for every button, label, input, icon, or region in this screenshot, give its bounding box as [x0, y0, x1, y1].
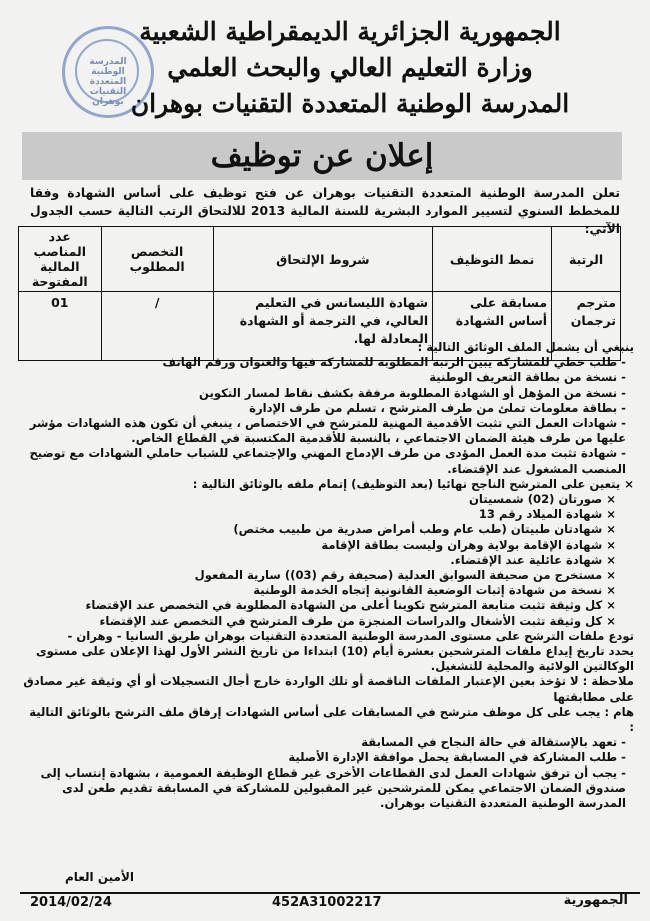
- important-label: هام :: [604, 704, 634, 719]
- deposit-paragraph: تودع ملفات الترشح على مستوى المدرسة الوطنية المتعددة التقنيات بوهران طريق السانيا - وهران -: [67, 628, 634, 643]
- list-item: - شهادات العمل التي تثبت الأقدمية المهنية للمترشح في الاختصاص ، ينبغي أن تكون هذه الشهادات مؤشر عليها من طرف هيئة الضمان الاجتماعي ، بالنسبة للأقدمية المكتسبة في القطاع الخاص.: [29, 416, 626, 446]
- list-item: × شهادة الإقامة بولاية وهران وليست بطاقة الإقامة: [321, 537, 616, 552]
- header-specialty: التخصص المطلوب: [101, 227, 213, 292]
- header-conditions: شروط الإلتحاق: [213, 227, 432, 292]
- list-item: × صورتان (02) شمسيتان: [468, 492, 616, 507]
- header-school: المدرسة الوطنية المتعددة التقنيات بوهران: [130, 89, 570, 118]
- announcement-body: [22, 340, 634, 811]
- note-label: ملاحظة :: [582, 674, 634, 689]
- list-item: - تعهد بالإستقالة في حالة النجاح في المسابقة: [361, 735, 626, 750]
- final-docs-heading: × يتعين على المترشح الناجح نهائيا (بعد التوظيف) إتمام ملفه بالوثائق التالية :: [192, 476, 634, 491]
- note-text: لا تؤخذ بعين الإعتبار الملفات الناقصة أو تلك الواردة خارج أجال التسجيلات أو أي وثيقة غير مصادق على مطابقتها: [23, 674, 634, 704]
- important-text: يجب على كل موظف مترشح في المسابقات على أساس الشهادات إرفاق ملف الترشح بالوثائق التالية :: [29, 704, 634, 735]
- list-item: - يجب أن ترفق شهادات العمل لدى القطاعات الأخرى غير قطاع الوظيفة العمومية ، بشهادة إنتساب إلى صندوق الضمان الاجتماعي يمكن للمترشحين غير المقبولين للمشاركة في المسابقة تقديم طعن لدى المدرسة الوطنية المتعددة التقنيات بوهران.: [40, 765, 626, 811]
- list-item: × كل وثيقة تثبت الأشغال والدراسات المنجزة من طرف المترشح في التخصص عند الإقتضاء: [99, 613, 616, 628]
- footer-number: 452A31002217: [272, 895, 382, 910]
- list-item: × شهادة عائلية عند الإقتضاء.: [450, 552, 616, 567]
- list-item: × شهادتان طبيتان (طب عام وطب أمراض صدرية من طبيب مختص): [233, 522, 616, 537]
- cell-rank: مترجم ترجمان: [552, 292, 621, 361]
- signature-title: الأمين العام: [64, 870, 134, 884]
- list-item: × نسخة من شهادة إثبات الوضعية القانونية إتجاه الخدمة الوطنية: [253, 583, 616, 598]
- header-mode: نمط التوظيف: [433, 227, 552, 292]
- table-header-row: [19, 227, 621, 292]
- list-item: × كل وثيقة تثبت متابعة المترشح تكوينا أعلى من الشهادة المطلوبة في التخصص عند الإقتضاء: [85, 598, 616, 613]
- intro-paragraph: تعلن المدرسة الوطنية المتعددة التقنيات بوهران عن فتح توظيف على أساس الشهادة وفقا للمخطط السنوي لتسيير الموارد البشرية للسنة المالية 2013 للالتحاق الرتب التالية حسب الجدول الآتي:: [30, 186, 621, 236]
- footer-date: 2014/02/24: [30, 895, 112, 910]
- document-header: [90, 14, 610, 122]
- docs-heading: ينبغي أن يشمل الملف الوثائق التالية :: [417, 340, 634, 354]
- footer-publication: الجمهورية: [563, 893, 628, 908]
- seal-text: المدرسة الوطنية المتعددة التقنيات بوهران: [89, 57, 127, 107]
- list-item: - طلب المشاركة في المسابقة يحمل موافقة الإدارة الأصلية: [288, 750, 626, 765]
- list-item: - نسخة من المؤهل أو الشهادة المطلوبة مرفقة بكشف نقاط لمسار التكوين: [199, 385, 626, 400]
- important-paragraph: [22, 705, 634, 735]
- list-item: - نسخة من بطاقة التعريف الوطنية: [429, 370, 626, 385]
- list-item: - بطاقة معلومات تملئ من طرف المترشح ، تسلم من طرف الإدارة: [249, 400, 626, 415]
- header-rank: الرتبة: [552, 227, 621, 292]
- list-item: × شهادة الميلاد رقم 13: [478, 507, 616, 522]
- deadline-paragraph: يحدد تاريخ إيداع ملفات المترشحين بعشرة أيام (10) ابتداءا من تاريخ النشر الأول لهذا الإعلان على مستوى الوكالتين الولائية والمحلية للتشغيل.: [35, 644, 634, 674]
- header-republic: الجمهورية الجزائرية الديمقراطية الشعبية: [139, 17, 561, 46]
- page-title: إعلان عن توظيف: [210, 138, 434, 174]
- cell-specialty: /: [101, 292, 213, 361]
- cell-conditions: شهادة الليسانس في التعليم العالي، في الترجمة أو الشهادة المعادلة لها.: [213, 292, 432, 361]
- header-posts: عدد المناصب المالية المفتوحة: [19, 227, 102, 292]
- note-paragraph: [22, 674, 634, 704]
- list-item: - شهادة تثبت مدة العمل المؤدى من طرف الإدماج المهني والإجتماعي للشباب حاملي الشهادات مع توضيح المنصب المشغول عند الإقتضاء.: [29, 446, 626, 476]
- cell-mode: مسابقة على أساس الشهادة: [433, 292, 552, 361]
- header-ministry: وزارة التعليم العالي والبحث العلمي: [167, 53, 533, 82]
- list-item: × مستخرج من صحيفة السوابق العدلية (صحيفة رقم (03)) سارية المفعول: [194, 568, 616, 583]
- list-item: - طلب خطي للمشاركة يبين الرتبة المطلوبة للمشاركة فيها والعنوان ورقم الهاتف: [162, 355, 626, 370]
- footer-divider: [20, 892, 640, 894]
- cell-posts: 01: [19, 292, 102, 361]
- title-banner: [22, 132, 622, 180]
